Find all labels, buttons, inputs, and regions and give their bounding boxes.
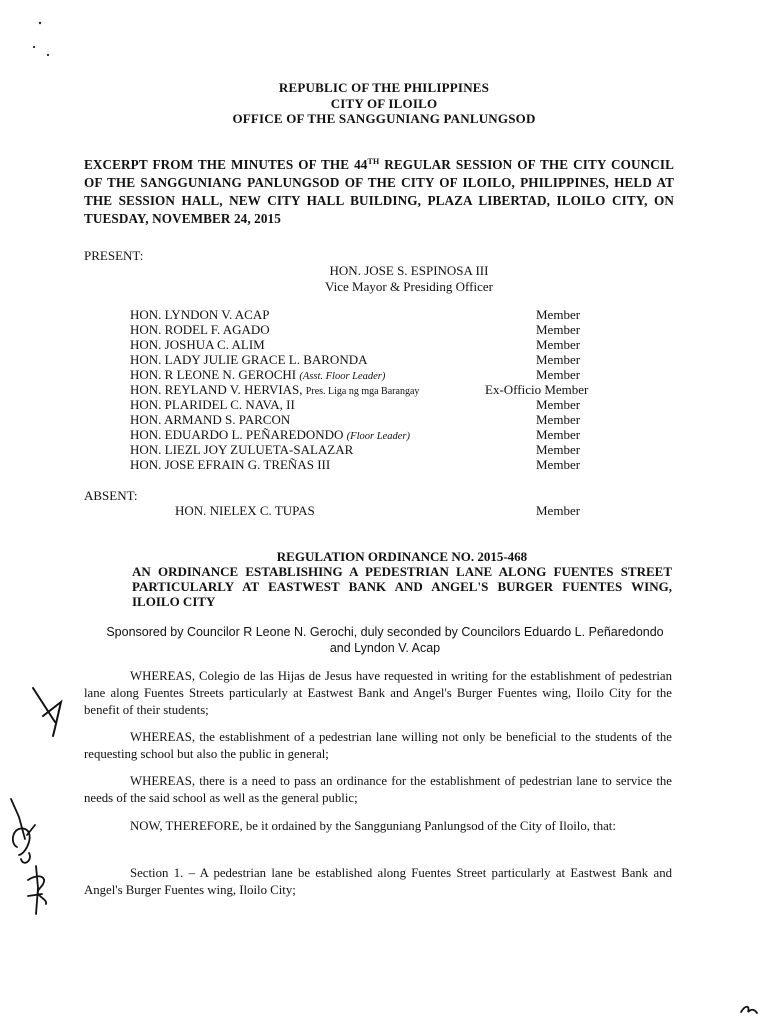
member-row: HON. EDUARDO L. PEÑAREDONDO (Floor Leader) Member [130,427,581,442]
ordinance-title [132,549,672,609]
member-row: HON. ARMAND S. PARCON Member [130,412,581,427]
page-corner-mark [738,1000,760,1018]
member-row: HON. LYNDON V. ACAP Member [130,307,581,322]
member-row: HON. LIEZL JOY ZULUETA-SALAZAR Member [130,442,581,457]
presiding-officer-title: Vice Mayor & Presiding Officer [325,279,493,294]
scan-dots [25,10,65,60]
absent-member-row: HON. NIELEX C. TUPAS Member [175,503,581,518]
whereas-paragraph: WHEREAS, there is a need to pass an ordinance for the establishment of pedestrian lane to service the needs of the said school as well as the general public; [84,774,672,805]
presiding-officer-name: HON. JOSE S. ESPINOSA III [329,263,489,278]
excerpt-paragraph: EXCERPT FROM THE MINUTES OF THE 44TH REGULAR SESSION OF THE CITY COUNCIL OF THE SANGGUNIANG PANLUNGSOD OF THE CITY OF ILOILO, PHILIPPINES, HELD AT THE SESSION HALL, NEW CITY HALL BUILDING, PLAZA LIBERTAD, ILOILO CITY, ON TUESDAY, NOVEMBER 24, 2015 [84,157,674,226]
header-city: CITY OF ILOILO [330,96,438,111]
whereas-paragraph: WHEREAS, Colegio de las Hijas de Jesus have requested in writing for the establishment of pedestrian lane along Fuentes Streets particularly at Eastwest Bank and Angel's Burger Fuentes wing, Iloilo City for the benefit of their students; [84,669,672,717]
member-row: HON. REYLAND V. HERVIAS, Pres. Liga ng mga Barangay Ex-Officio Member [130,382,589,397]
ordinance-number: REGULATION ORDINANCE NO. 2015-468 [276,549,528,564]
header-republic: REPUBLIC OF THE PHILIPPINES [278,80,490,95]
absent-label: ABSENT: [84,488,138,503]
sponsorship-line: Sponsored by Councilor R Leone N. Gerochi, duly seconded by Councilors Eduardo L. Peñaredondo and Lyndon V. Acap [106,625,664,655]
section-1-paragraph: Section 1. – A pedestrian lane be established along Fuentes Street particularly at Eastwest Bank and Angel's Burger Fuentes wing, Iloilo City; [84,866,672,897]
member-row: HON. R LEONE N. GEROCHI (Asst. Floor Leader) Member [130,367,581,382]
member-row: HON. RODEL F. AGADO Member [130,322,581,337]
presiding-officer [0,263,768,295]
ordinance-name: AN ORDINANCE ESTABLISHING A PEDESTRIAN LANE ALONG FUENTES STREET PARTICULARLY AT EASTWEST BANK AND ANGEL'S BURGER FUENTES WING, ILOILO CITY [132,564,672,609]
initial-signature [18,862,58,922]
initial-signature [25,680,70,740]
member-row: HON. PLARIDEL C. NAVA, II Member [130,397,581,412]
whereas-paragraph: WHEREAS, the establishment of a pedestrian lane willing not only be beneficial to the students of the requesting school but also the public in general; [84,730,672,761]
member-row: HON. JOSHUA C. ALIM Member [130,337,581,352]
member-row: HON. LADY JULIE GRACE L. BARONDA Member [130,352,581,367]
present-label: PRESENT: [84,248,144,263]
header-office: OFFICE OF THE SANGGUNIANG PANLUNGSOD [232,111,536,126]
now-therefore-paragraph: NOW, THEREFORE, be it ordained by the Sangguniang Panlungsod of the City of Iloilo, that: [130,819,616,833]
member-row: HON. JOSE EFRAIN G. TREÑAS III Member [130,457,581,472]
